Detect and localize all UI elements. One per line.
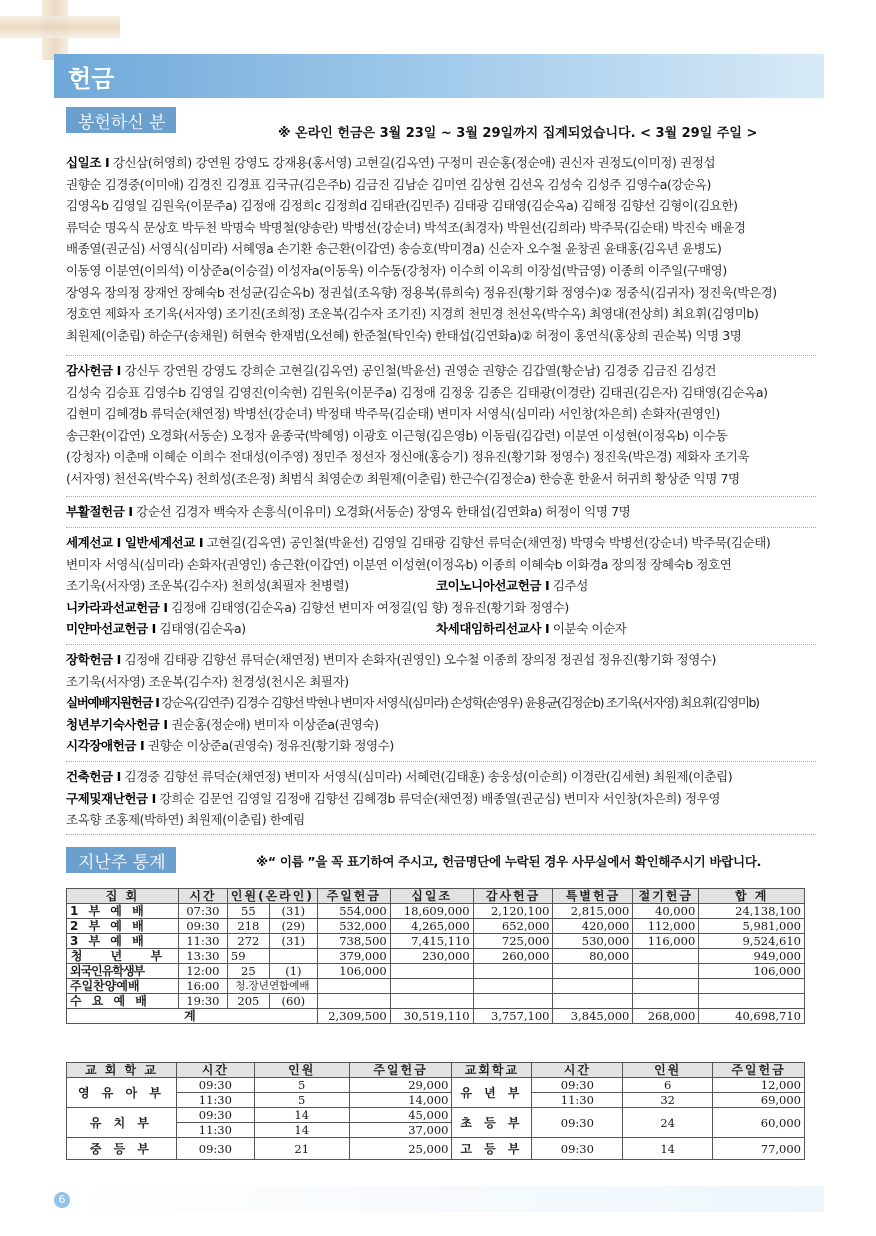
cell: 14,000	[349, 1093, 452, 1108]
visually-impaired-label: 시각장애헌금 I	[66, 738, 145, 754]
tithe-line: 최원제(이춘립) 하순구(송채원) 허현숙 한재범(오선혜) 한준철(탁인숙) 한태섭(김연화a)② 허정이 홍연식(홍상희 권순복) 익명 3명	[66, 327, 742, 343]
cell: 14	[623, 1138, 713, 1160]
cross-decoration-bar	[0, 16, 120, 38]
cell	[317, 979, 390, 994]
table-row	[67, 979, 805, 994]
tithe-line: 장영옥 장의정 장재언 장혜숙b 전성균(김순옥b) 정권섭(조옥향) 정용복(류희숙) 정유진(황기화 정영수)② 정중식(김귀자) 정진욱(박은경)	[66, 284, 777, 300]
col-header: 시간	[178, 889, 227, 904]
divider	[66, 761, 816, 762]
cell: 60,000	[713, 1108, 805, 1138]
cell: 4,265,000	[390, 919, 473, 934]
thanks-label: 감사헌금 I	[66, 363, 121, 378]
col-header: 주일헌금	[713, 1063, 805, 1078]
thanks-line: 송근환(이갑연) 오경화(서동순) 오정자 윤종국(박혜영) 이광호 이근형(김은영b) 이동림(김갑련) 이분연 이성현(이정옥b) 이수동	[66, 427, 728, 443]
myanmar-names: 김태영(김순옥a)	[159, 621, 246, 637]
silver-names: 강순옥(김연주) 김경수 김향선 박현나 변미자 서영식(심미라) 손성학(손영우) 윤용균(김정순b) 조기욱(서자영) 최요휘(김영미b)	[161, 695, 759, 711]
cell: 청 년 부	[67, 949, 179, 964]
nicaragua-names: 김정애 김태영(김순옥a) 김향선 변미자 여정길(임 향) 정유진(황기화 정영수)	[171, 599, 569, 615]
cell: 532,000	[317, 919, 390, 934]
table-row	[67, 904, 805, 919]
tithe-line: 정호연 제화자 조기욱(서자영) 조기진(조희정) 조운복(김수자 조기진) 지경희 천민경 천선옥(박수옥) 최영대(전상희) 최요휘(김영미b)	[66, 306, 759, 322]
cell: 25	[227, 964, 269, 979]
cell: 16:00	[178, 979, 227, 994]
col-header: 십일조	[390, 889, 473, 904]
thanks-line: 김성숙 김승표 김영수b 김영일 김영진(이숙현) 김원욱(이문주a) 김정애 김정웅 김종은 김태광(이경란) 김태권(김은자) 김태영(김순옥a)	[66, 384, 768, 400]
cell: 59	[227, 949, 269, 964]
cell: 유 년 부	[452, 1078, 532, 1108]
cell	[473, 979, 553, 994]
cell: 고 등 부	[452, 1138, 532, 1160]
cell	[473, 964, 553, 979]
scholarship-section	[66, 649, 816, 757]
cell: 2,815,000	[553, 904, 633, 919]
table-row	[67, 1093, 805, 1108]
mission-line: 고현길(김옥연) 공인철(박윤선) 김영일 김태광 김향선 류덕순(채연정) 박명숙 박병선(강순녀) 박주묵(김순태)	[206, 535, 771, 550]
mission-label: 세계선교 I 일반세계선교 I	[66, 535, 204, 550]
tithe-line: 이동영 이분연(이의석) 이상준a(이승걸) 이성자a(이동욱) 이수동(강청자) 이수희 이옥희 이장섭(박금영) 이종희 이주일(구매영)	[66, 262, 727, 278]
cell: 09:30	[532, 1078, 623, 1093]
cell: 18,609,000	[390, 904, 473, 919]
cell: 09:30	[532, 1138, 623, 1160]
divider	[66, 355, 816, 356]
cell: 379,000	[317, 949, 390, 964]
tithe-line: 류덕순 명옥식 문상호 박두천 박명숙 박명철(양송란) 박병선(강순녀) 박석조(최경자) 박원선(김희라) 박주묵(김순태) 박진숙 배윤경	[66, 219, 746, 235]
cell: 13:30	[178, 949, 227, 964]
table-row	[67, 1138, 805, 1160]
cell: 116,000	[633, 934, 699, 949]
cell	[317, 994, 390, 1009]
thanks-line: (서자영) 천선옥(박수옥) 천희성(조은정) 최범식 최영순⑦ 최원제(이춘립) 한근수(김정순a) 한승훈 한윤서 허귀희 황상준 익명 7명	[66, 470, 740, 486]
cell: 09:30	[176, 1138, 254, 1160]
cell: 1 부 예 배	[67, 904, 179, 919]
cell	[553, 964, 633, 979]
col-header: 주일헌금	[349, 1063, 452, 1078]
relief-label: 구제및재난헌금 I	[66, 790, 156, 806]
cell: 9,524,610	[699, 934, 805, 949]
easter-section	[66, 501, 816, 523]
nextgen-label: 차세대임하리선교사 I	[436, 621, 550, 637]
cell: 09:30	[532, 1108, 623, 1138]
col-header: 합 계	[699, 889, 805, 904]
cell: 37,000	[349, 1123, 452, 1138]
cell: (29)	[269, 919, 317, 934]
cell: 554,000	[317, 904, 390, 919]
cell: 11:30	[178, 934, 227, 949]
cell: 77,000	[713, 1138, 805, 1160]
cell: 106,000	[699, 964, 805, 979]
col-header: 교 회 학 교	[67, 1063, 177, 1078]
cell: 80,000	[553, 949, 633, 964]
cell: 11:30	[176, 1093, 254, 1108]
cell: 40,000	[633, 904, 699, 919]
cell: 5,981,000	[699, 919, 805, 934]
coinonia-names: 김주성	[552, 578, 588, 594]
col-header: 시간	[532, 1063, 623, 1078]
table-row	[67, 994, 805, 1009]
online-notice: ※ 온라인 헌금은 3월 23일 ~ 3월 29일까지 집계되었습니다. < 3월 29일 주일 >	[278, 126, 758, 141]
cell	[390, 979, 473, 994]
cell: 5	[254, 1078, 349, 1093]
cell: 12:00	[178, 964, 227, 979]
cell: 40,698,710	[699, 1009, 805, 1024]
cell: 11:30	[176, 1123, 254, 1138]
cell: 260,000	[473, 949, 553, 964]
cell: 6	[623, 1078, 713, 1093]
attendance-table	[66, 888, 805, 1024]
col-header: 인원(온라인)	[227, 889, 317, 904]
table-row	[67, 934, 805, 949]
tithe-line: 배종열(권군심) 서영식(심미라) 서혜영a 손기환 송근환(이갑연) 송승호(박미경a) 신순자 오수철 윤창권 윤태홍(김옥년 윤병도)	[66, 241, 722, 257]
col-header: 인원	[254, 1063, 349, 1078]
cell: (1)	[269, 964, 317, 979]
mission-line: 조기욱(서자영) 조운복(김수자) 천희성(최필자 천병렬)	[66, 578, 349, 594]
cell: (31)	[269, 934, 317, 949]
cell: 09:30	[176, 1078, 254, 1093]
page-number: 6	[54, 1192, 70, 1208]
col-header: 감사헌금	[473, 889, 553, 904]
scholarship-line: 김정애 김태광 김향선 류덕순(채연정) 변미자 손화자(권영인) 오수철 이종희 장의정 정권섭 정유진(황기화 정영수)	[124, 652, 717, 667]
nextgen-names: 이분숙 이순자	[552, 621, 627, 637]
cell: 7,415,110	[390, 934, 473, 949]
cell: 07:30	[178, 904, 227, 919]
building-label: 건축헌금 I	[66, 769, 121, 784]
cell: 2,309,500	[317, 1009, 390, 1024]
cell: 24,138,100	[699, 904, 805, 919]
table-row	[67, 1108, 805, 1123]
cell	[473, 994, 553, 1009]
coinonia-label: 코이노니아선교헌금 I	[436, 578, 550, 594]
cell: 738,500	[317, 934, 390, 949]
tithe-line: 강신삼(허영희) 강연원 강영도 강재용(홍서영) 고현길(김옥연) 구정미 권순홍(정순애) 권신자 권정도(이미정) 권정섭	[112, 155, 716, 170]
cell: 14	[254, 1123, 349, 1138]
mission-section	[66, 532, 816, 640]
cell	[269, 949, 317, 964]
silver-label: 실버예배지원헌금 I	[66, 695, 159, 711]
col-header: 절기헌금	[633, 889, 699, 904]
cell	[633, 949, 699, 964]
relief-line: 조옥향 조홍제(박하연) 최원제(이춘립) 한예림	[66, 812, 305, 828]
cell: 주일찬양예배	[67, 979, 179, 994]
cell: 268,000	[633, 1009, 699, 1024]
building-section	[66, 766, 816, 831]
visually-impaired-names: 권향순 이상준a(권영숙) 정유진(황기화 정영수)	[147, 738, 394, 754]
cell: 106,000	[317, 964, 390, 979]
cell: 3,757,100	[473, 1009, 553, 1024]
cell: 725,000	[473, 934, 553, 949]
cell: 29,000	[349, 1078, 452, 1093]
col-header: 시간	[176, 1063, 254, 1078]
cell: 유 치 부	[67, 1108, 177, 1138]
thanks-line: 김현미 김혜경b 류덕순(채연정) 박병선(강순녀) 박정태 박주묵(김순태) 변미자 서영식(심미라) 서인창(차은희) 손화자(권영인)	[66, 406, 720, 422]
donors-section-label: 봉헌하신 분	[66, 107, 176, 133]
cell: 69,000	[713, 1093, 805, 1108]
cell: 24	[623, 1108, 713, 1138]
cell	[633, 994, 699, 1009]
cell: (31)	[269, 904, 317, 919]
cell: 중 등 부	[67, 1138, 177, 1160]
cell: 949,000	[699, 949, 805, 964]
cell	[699, 994, 805, 1009]
cell: 11:30	[532, 1093, 623, 1108]
tithe-section	[66, 152, 816, 346]
cell	[633, 979, 699, 994]
cell: 수 요 예 배	[67, 994, 179, 1009]
cell: 25,000	[349, 1138, 452, 1160]
cell: 초 등 부	[452, 1108, 532, 1138]
cell: (60)	[269, 994, 317, 1009]
col-header: 교회학교	[452, 1063, 532, 1078]
tithe-line: 권향순 김경중(이미애) 김경진 김경표 김국규(김은주b) 김금진 김남순 김미연 김상현 김선옥 김성숙 김성주 김영수a(강순옥)	[66, 176, 711, 192]
cell: 2 부 예 배	[67, 919, 179, 934]
cell	[553, 979, 633, 994]
cell: 청.장년연합예배	[227, 979, 317, 994]
cell	[390, 964, 473, 979]
col-header: 특별헌금	[553, 889, 633, 904]
cell	[633, 964, 699, 979]
youth-dorm-label: 청년부기숙사헌금 I	[66, 716, 168, 732]
total-row	[67, 1009, 805, 1024]
cell	[390, 994, 473, 1009]
cell: 계	[67, 1009, 318, 1024]
relief-names: 강희순 김문언 김영일 김정애 김향선 김혜경b 류덕순(채연정) 배종열(권군심) 변미자 서인창(차은희) 정우영	[159, 790, 720, 806]
scholarship-label: 장학헌금 I	[66, 652, 121, 667]
footer-band	[54, 1186, 824, 1212]
divider	[66, 644, 816, 645]
cell: 12,000	[713, 1078, 805, 1093]
nicaragua-label: 니카라과선교헌금 I	[66, 599, 168, 615]
cell: 420,000	[553, 919, 633, 934]
table-header-row	[67, 1063, 805, 1078]
divider	[66, 834, 816, 835]
church-school-table	[66, 1062, 805, 1160]
table-header-row	[67, 889, 805, 904]
stats-notice: ※“ 이름 ”을 꼭 표기하여 주시고, 헌금명단에 누락된 경우 사무실에서 확인해주시기 바랍니다.	[256, 854, 762, 869]
easter-line: 강순선 김경자 백숙자 손흥식(이유미) 오경화(서동순) 장영옥 한태섭(김연화a) 허정이 익명 7명	[136, 504, 631, 519]
cell: 230,000	[390, 949, 473, 964]
divider	[66, 496, 816, 497]
table-row	[67, 964, 805, 979]
cell: 112,000	[633, 919, 699, 934]
thanks-line: (강청자) 이춘매 이혜순 이희수 전대성(이주영) 정민주 정선자 정신애(홍승기) 정유진(황기화 정영수) 정진욱(박은경) 제화자 조기욱	[66, 449, 750, 465]
thanks-line: 강신두 강연원 강영도 강희순 고현길(김옥연) 공인철(박윤선) 권영순 권향순 김갑열(황순남) 김경중 김금진 김성건	[124, 363, 717, 378]
cell: 외국인유학생부	[67, 964, 179, 979]
table-row	[67, 919, 805, 934]
table-row	[67, 949, 805, 964]
divider	[66, 527, 816, 528]
stats-section-label: 지난주 통계	[66, 847, 176, 873]
youth-dorm-names: 권순홍(정순애) 변미자 이상준a(권영숙)	[171, 716, 379, 732]
cell: 3 부 예 배	[67, 934, 179, 949]
easter-label: 부활절헌금 I	[66, 504, 133, 519]
page-title: 헌금	[68, 65, 115, 93]
cell: 21	[254, 1138, 349, 1160]
cell: 3,845,000	[553, 1009, 633, 1024]
cell	[553, 994, 633, 1009]
cell: 272	[227, 934, 269, 949]
col-header: 인원	[623, 1063, 713, 1078]
mission-line: 변미자 서영식(심미라) 손화자(권영인) 송근환(이갑연) 이분연 이성현(이정옥b) 이종희 이혜숙b 이화경a 장의정 장혜숙b 정호연	[66, 556, 732, 572]
col-header: 주일헌금	[317, 889, 390, 904]
cell: 45,000	[349, 1108, 452, 1123]
cell: 32	[623, 1093, 713, 1108]
col-header: 집 회	[67, 889, 179, 904]
cell: 5	[254, 1093, 349, 1108]
cell: 652,000	[473, 919, 553, 934]
cell: 09:30	[178, 919, 227, 934]
cell: 09:30	[176, 1108, 254, 1123]
scholarship-line: 조기욱(서자영) 조운복(김수자) 천경성(천시온 최필자)	[66, 673, 349, 689]
cell	[699, 979, 805, 994]
tithe-line: 김영옥b 김영일 김원욱(이문주a) 김정애 김정희c 김정희d 김태관(김민주) 김태광 김태영(김순옥a) 김해정 김향선 김형이(김요한)	[66, 198, 738, 214]
table-row	[67, 1078, 805, 1093]
cell: 218	[227, 919, 269, 934]
building-names: 김경중 김향선 류덕순(채연정) 변미자 서영식(심미라) 서혜련(김태훈) 송웅성(이순희) 이경란(김세현) 최원제(이춘립)	[124, 769, 733, 784]
cell: 19:30	[178, 994, 227, 1009]
cell: 2,120,100	[473, 904, 553, 919]
cell: 205	[227, 994, 269, 1009]
tithe-label: 십일조 I	[66, 155, 110, 170]
cell: 영 유 아 부	[67, 1078, 177, 1108]
myanmar-label: 미얀마선교헌금 I	[66, 621, 156, 637]
cell: 530,000	[553, 934, 633, 949]
thanks-section	[66, 360, 816, 490]
cell: 14	[254, 1108, 349, 1123]
cell: 55	[227, 904, 269, 919]
header-band	[54, 54, 824, 98]
cell: 30,519,110	[390, 1009, 473, 1024]
